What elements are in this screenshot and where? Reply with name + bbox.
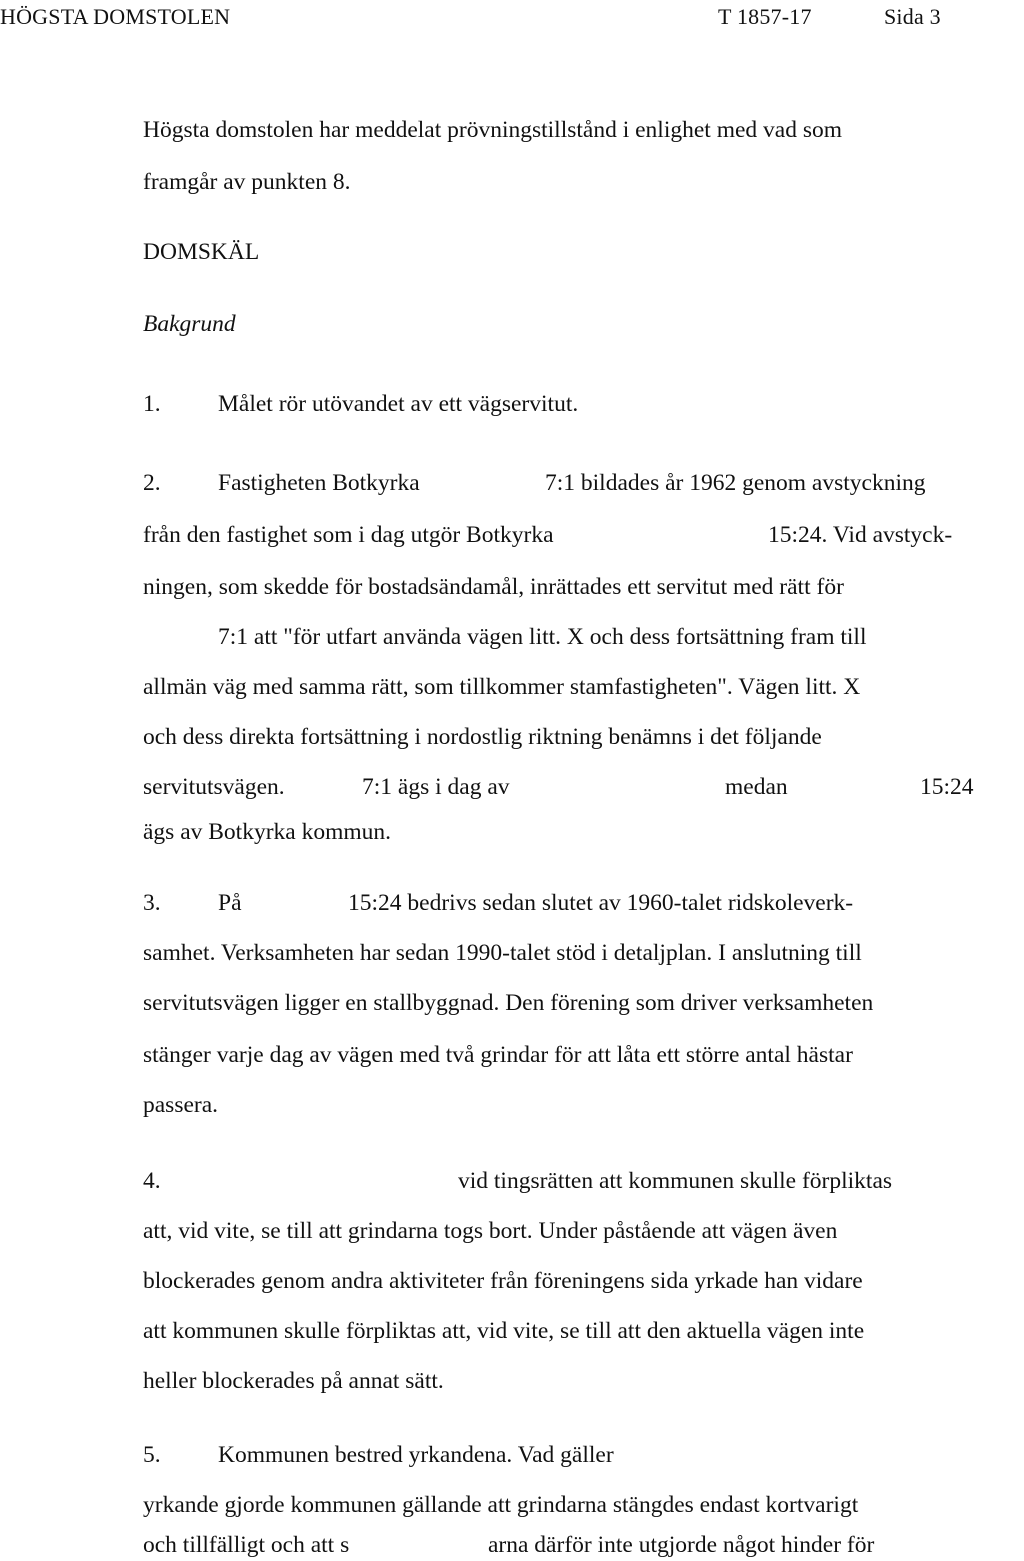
paragraph-line: ningen, som skedde för bostadsändamål, inrättades ett servitut med rätt för (143, 574, 844, 600)
paragraph-line: Fastigheten Botkyrka (218, 470, 420, 496)
intro-line-2: framgår av punkten 8. (143, 169, 351, 195)
paragraph-number: 3. (143, 890, 161, 916)
paragraph-line: 15:24. Vid avstyck- (768, 522, 953, 548)
paragraph-line: passera. (143, 1092, 219, 1118)
intro-line-1: Högsta domstolen har meddelat prövningstillstånd i enlighet med vad som (143, 117, 843, 143)
paragraph-line: från den fastighet som i dag utgör Botkyrka (143, 522, 554, 548)
paragraph-line: allmän väg med samma rätt, som tillkommer stamfastigheten". Vägen litt. X (143, 674, 861, 700)
court-name: HÖGSTA DOMSTOLEN (0, 4, 231, 29)
paragraph-line: ägs av Botkyrka kommun. (143, 819, 392, 845)
paragraph-line: 7:1 att "för utfart använda vägen litt. X och dess fortsättning fram till (218, 624, 867, 650)
paragraph-line: 7:1 ägs i dag av (362, 774, 510, 800)
paragraph-line: och tillfälligt och att s (143, 1532, 350, 1558)
paragraph-line: På (218, 890, 242, 916)
paragraph-line: vid tingsrätten att kommunen skulle förpliktas (458, 1168, 893, 1194)
paragraph-line: att kommunen skulle förpliktas att, vid vite, se till att den aktuella vägen inte (143, 1318, 865, 1344)
page-header (0, 4, 1024, 44)
paragraph-number: 1. (143, 391, 161, 417)
subsection-title: Bakgrund (143, 311, 236, 337)
paragraph-line: 15:24 (920, 774, 974, 800)
paragraph-line: medan (725, 774, 788, 800)
paragraph-line: Kommunen bestred yrkandena. Vad gäller (218, 1442, 614, 1468)
paragraph-number: 2. (143, 470, 161, 496)
paragraph-line: Målet rör utövandet av ett vägservitut. (218, 391, 579, 417)
paragraph-line: arna därför inte utgjorde något hinder för (488, 1532, 875, 1558)
paragraph-line: 7:1 bildades år 1962 genom avstyckning (545, 470, 926, 496)
paragraph-line: servitutsvägen. (143, 774, 285, 800)
case-number: T 1857-17 (718, 4, 812, 29)
paragraph-line: 15:24 bedrivs sedan slutet av 1960-talet ridskoleverk- (348, 890, 854, 916)
paragraph-line: stänger varje dag av vägen med två grindar för att låta ett större antal hästar (143, 1042, 853, 1068)
paragraph-number: 4. (143, 1168, 161, 1194)
paragraph-line: att, vid vite, se till att grindarna togs bort. Under påstående att vägen även (143, 1218, 838, 1244)
paragraph-line: heller blockerades på annat sätt. (143, 1368, 444, 1394)
paragraph-line: och dess direkta fortsättning i nordostlig riktning benämns i det följande (143, 724, 822, 750)
paragraph-line: servitutsvägen ligger en stallbyggnad. Den förening som driver verksamheten (143, 990, 874, 1016)
page-number: Sida 3 (884, 4, 941, 29)
paragraph-line: blockerades genom andra aktiviteter från föreningens sida yrkade han vidare (143, 1268, 863, 1294)
section-title: DOMSKÄL (143, 239, 260, 265)
paragraph-line: samhet. Verksamheten har sedan 1990-talet stöd i detaljplan. I anslutning till (143, 940, 862, 966)
paragraph-line: yrkande gjorde kommunen gällande att grindarna stängdes endast kortvarigt (143, 1492, 859, 1518)
paragraph-number: 5. (143, 1442, 161, 1468)
